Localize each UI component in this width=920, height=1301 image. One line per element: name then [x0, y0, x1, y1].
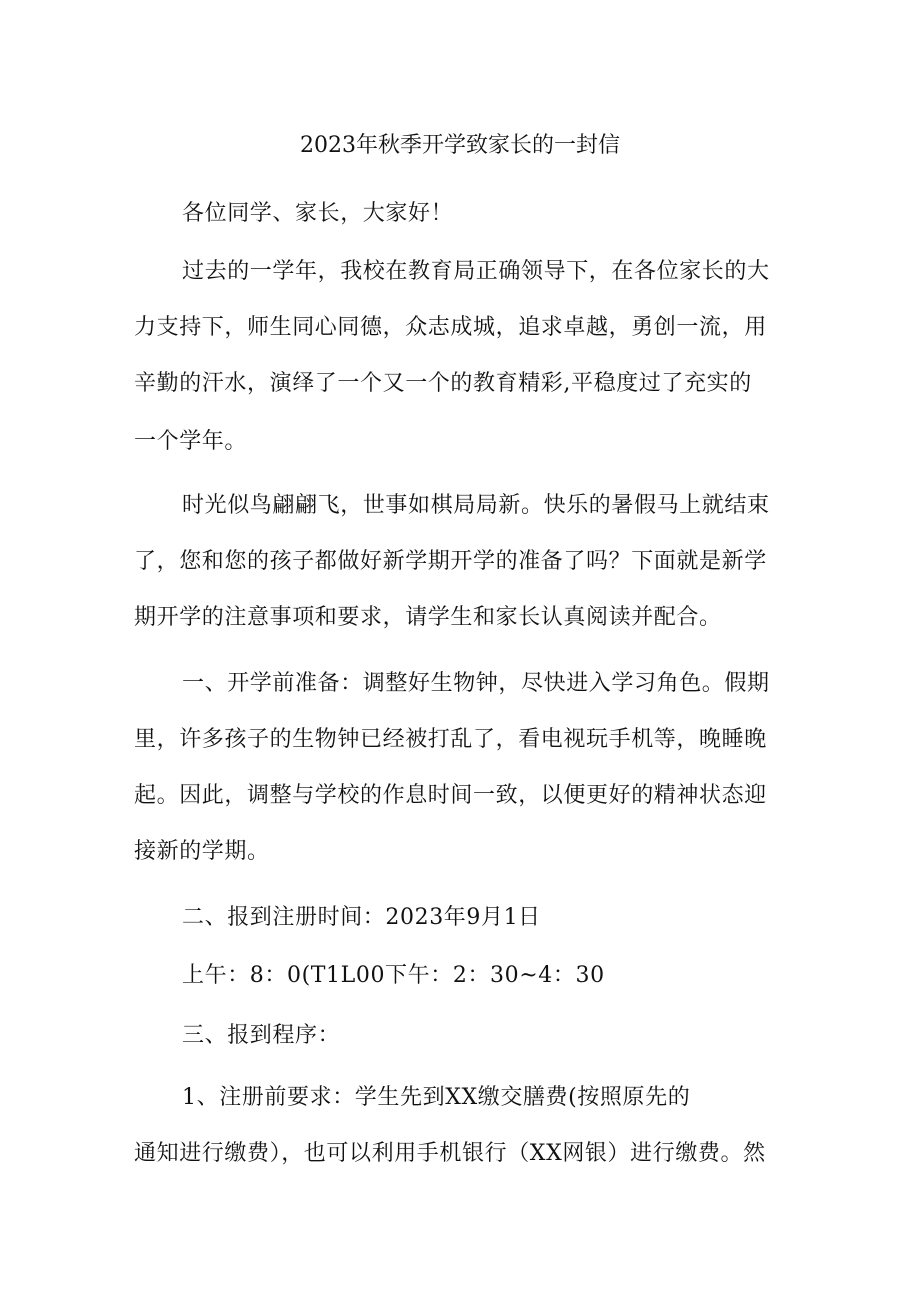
paragraph-1-line-4: 一个学年。	[134, 429, 248, 454]
paragraph-2-line-2: 了，您和您的孩子都做好新学期开学的准备了吗？下面就是新学	[134, 549, 767, 574]
section-2-heading: 二、报到注册时间：2023年9月1日	[182, 905, 541, 930]
section-1-line-1: 一、开学前准备：调整好生物钟，尽快进入学习角色。假期	[182, 671, 770, 696]
section-3-item-1-line-1: 1、注册前要求：学生先到XX缴交膳费(按照原先的	[182, 1085, 691, 1110]
paragraph-1-line-3: 辛勤的汗水，演绎了一个又一个的教育精彩,平稳度过了充实的	[134, 371, 752, 396]
section-3-item-1-line-2: 通知进行缴费），也可以利用手机银行（XX网银）进行缴费。然	[134, 1141, 766, 1166]
paragraph-2-line-3: 期开学的注意事项和要求，请学生和家长认真阅读并配合。	[134, 605, 722, 630]
section-1-line-3: 起。因此，调整与学校的作息时间一致，以便更好的精神状态迎	[134, 783, 767, 808]
letter-title: 2023年秋季开学致家长的一封信	[300, 133, 620, 158]
section-1-line-2: 里，许多孩子的生物钟已经被打乱了，看电视玩手机等，晚睡晚	[134, 727, 767, 752]
salutation-line: 各位同学、家长，大家好！	[182, 201, 454, 226]
section-2-times: 上午：8：0(T1L00下午：2：30~4：30	[182, 963, 605, 988]
paragraph-1-line-1: 过去的一学年，我校在教育局正确领导下，在各位家长的大	[182, 259, 770, 284]
section-3-heading: 三、报到程序：	[182, 1023, 341, 1048]
paragraph-1-line-2: 力支持下，师生同心同德，众志成城，追求卓越，勇创一流，用	[134, 315, 767, 340]
section-1-line-4: 接新的学期。	[134, 839, 270, 864]
paragraph-2-line-1: 时光似鸟翩翩飞，世事如棋局局新。快乐的暑假马上就结束	[182, 493, 770, 518]
